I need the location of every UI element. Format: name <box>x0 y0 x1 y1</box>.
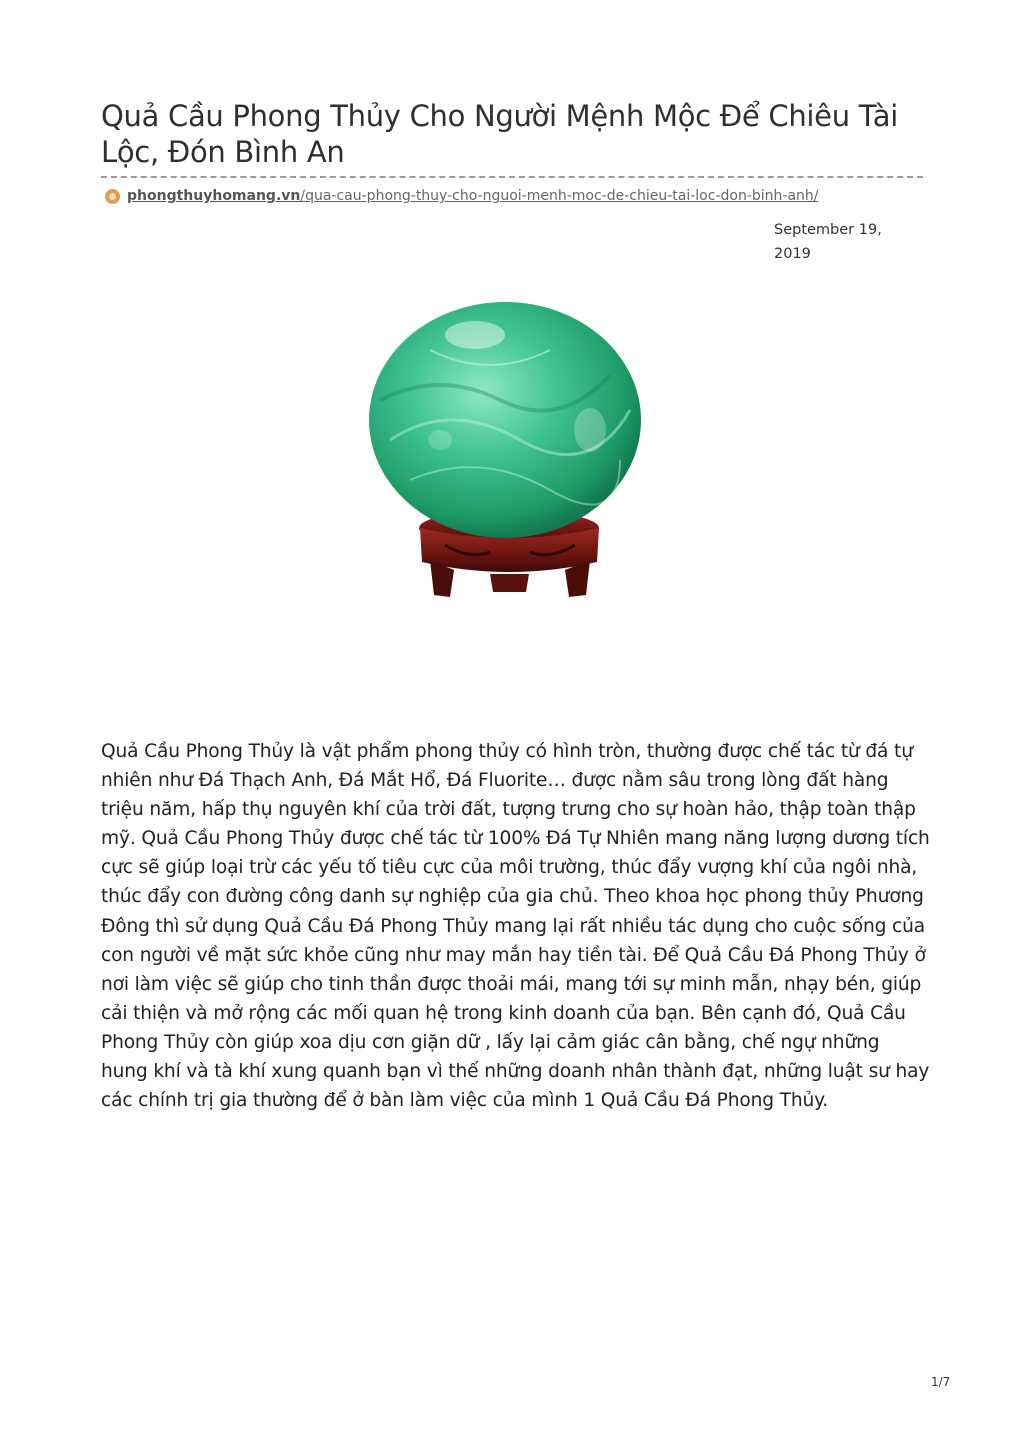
source-path[interactable]: /qua-cau-phong-thuy-cho-nguoi-menh-moc-de-chieu-tai-loc-don-binh-anh/ <box>300 188 819 204</box>
article-body: Quả Cầu Phong Thủy là vật phẩm phong thủy có hình tròn, thường được chế tác từ đá tự nhiên như Đá Thạch Anh, Đá Mắt Hổ, Đá Fluorite… được nằm sâu trong lòng đất hàng triệu năm, hấp thụ nguyên khí của trời đất, tượng trưng cho sự hoàn hảo, thập toàn thập mỹ. Quả Cầu Phong Thủy được chế tác từ 100% Đá Tự Nhiên mang năng lượng dương tích cực sẽ giúp loại trừ các yếu tố tiêu cực của môi trường, thúc đẩy vượng khí của ngôi nhà, thúc đẩy con đường công danh sự nghiệp của gia chủ. Theo khoa học phong thủy Phương Đông thì sử dụng Quả Cầu Đá Phong Thủy mang lại rất nhiều tác dụng cho cuộc sống của con người về mặt sức khỏe cũng như may mắn hay tiền tài. Để Quả Cầu Đá Phong Thủy ở nơi làm việc sẽ giúp cho tinh thần được thoải mái, mang tới sự minh mẫn, nhạy bén, giúp cải thiện và mở rộng các mối quan hệ trong kinh doanh của bạn. Bên cạnh đó, Quả Cầu Phong Thủy còn giúp xoa dịu cơn giặn dữ , lấy lại cảm giác cân bằng, chế ngự những hung khí và tà khí xung quanh bạn vì thế những doanh nhân thành đạt, những luật sư hay các chính trị gia thường để ở bàn làm việc của mình 1 Quả Cầu Đá Phong Thủy. <box>101 741 930 1112</box>
source-link[interactable] <box>105 186 819 206</box>
title-divider <box>101 176 923 178</box>
fluorite-sphere-image <box>350 290 660 610</box>
site-favicon-icon <box>105 189 120 204</box>
source-domain[interactable]: phongthuyhomang.vn <box>127 188 301 204</box>
sphere-illustration <box>350 290 660 610</box>
page-number: 1/7 <box>931 1375 951 1389</box>
article-title: Quả Cầu Phong Thủy Cho Người Mệnh Mộc Để Chiêu Tài Lộc, Đón Bình An <box>101 99 898 169</box>
article-date: September 19, 2019 <box>774 222 882 262</box>
